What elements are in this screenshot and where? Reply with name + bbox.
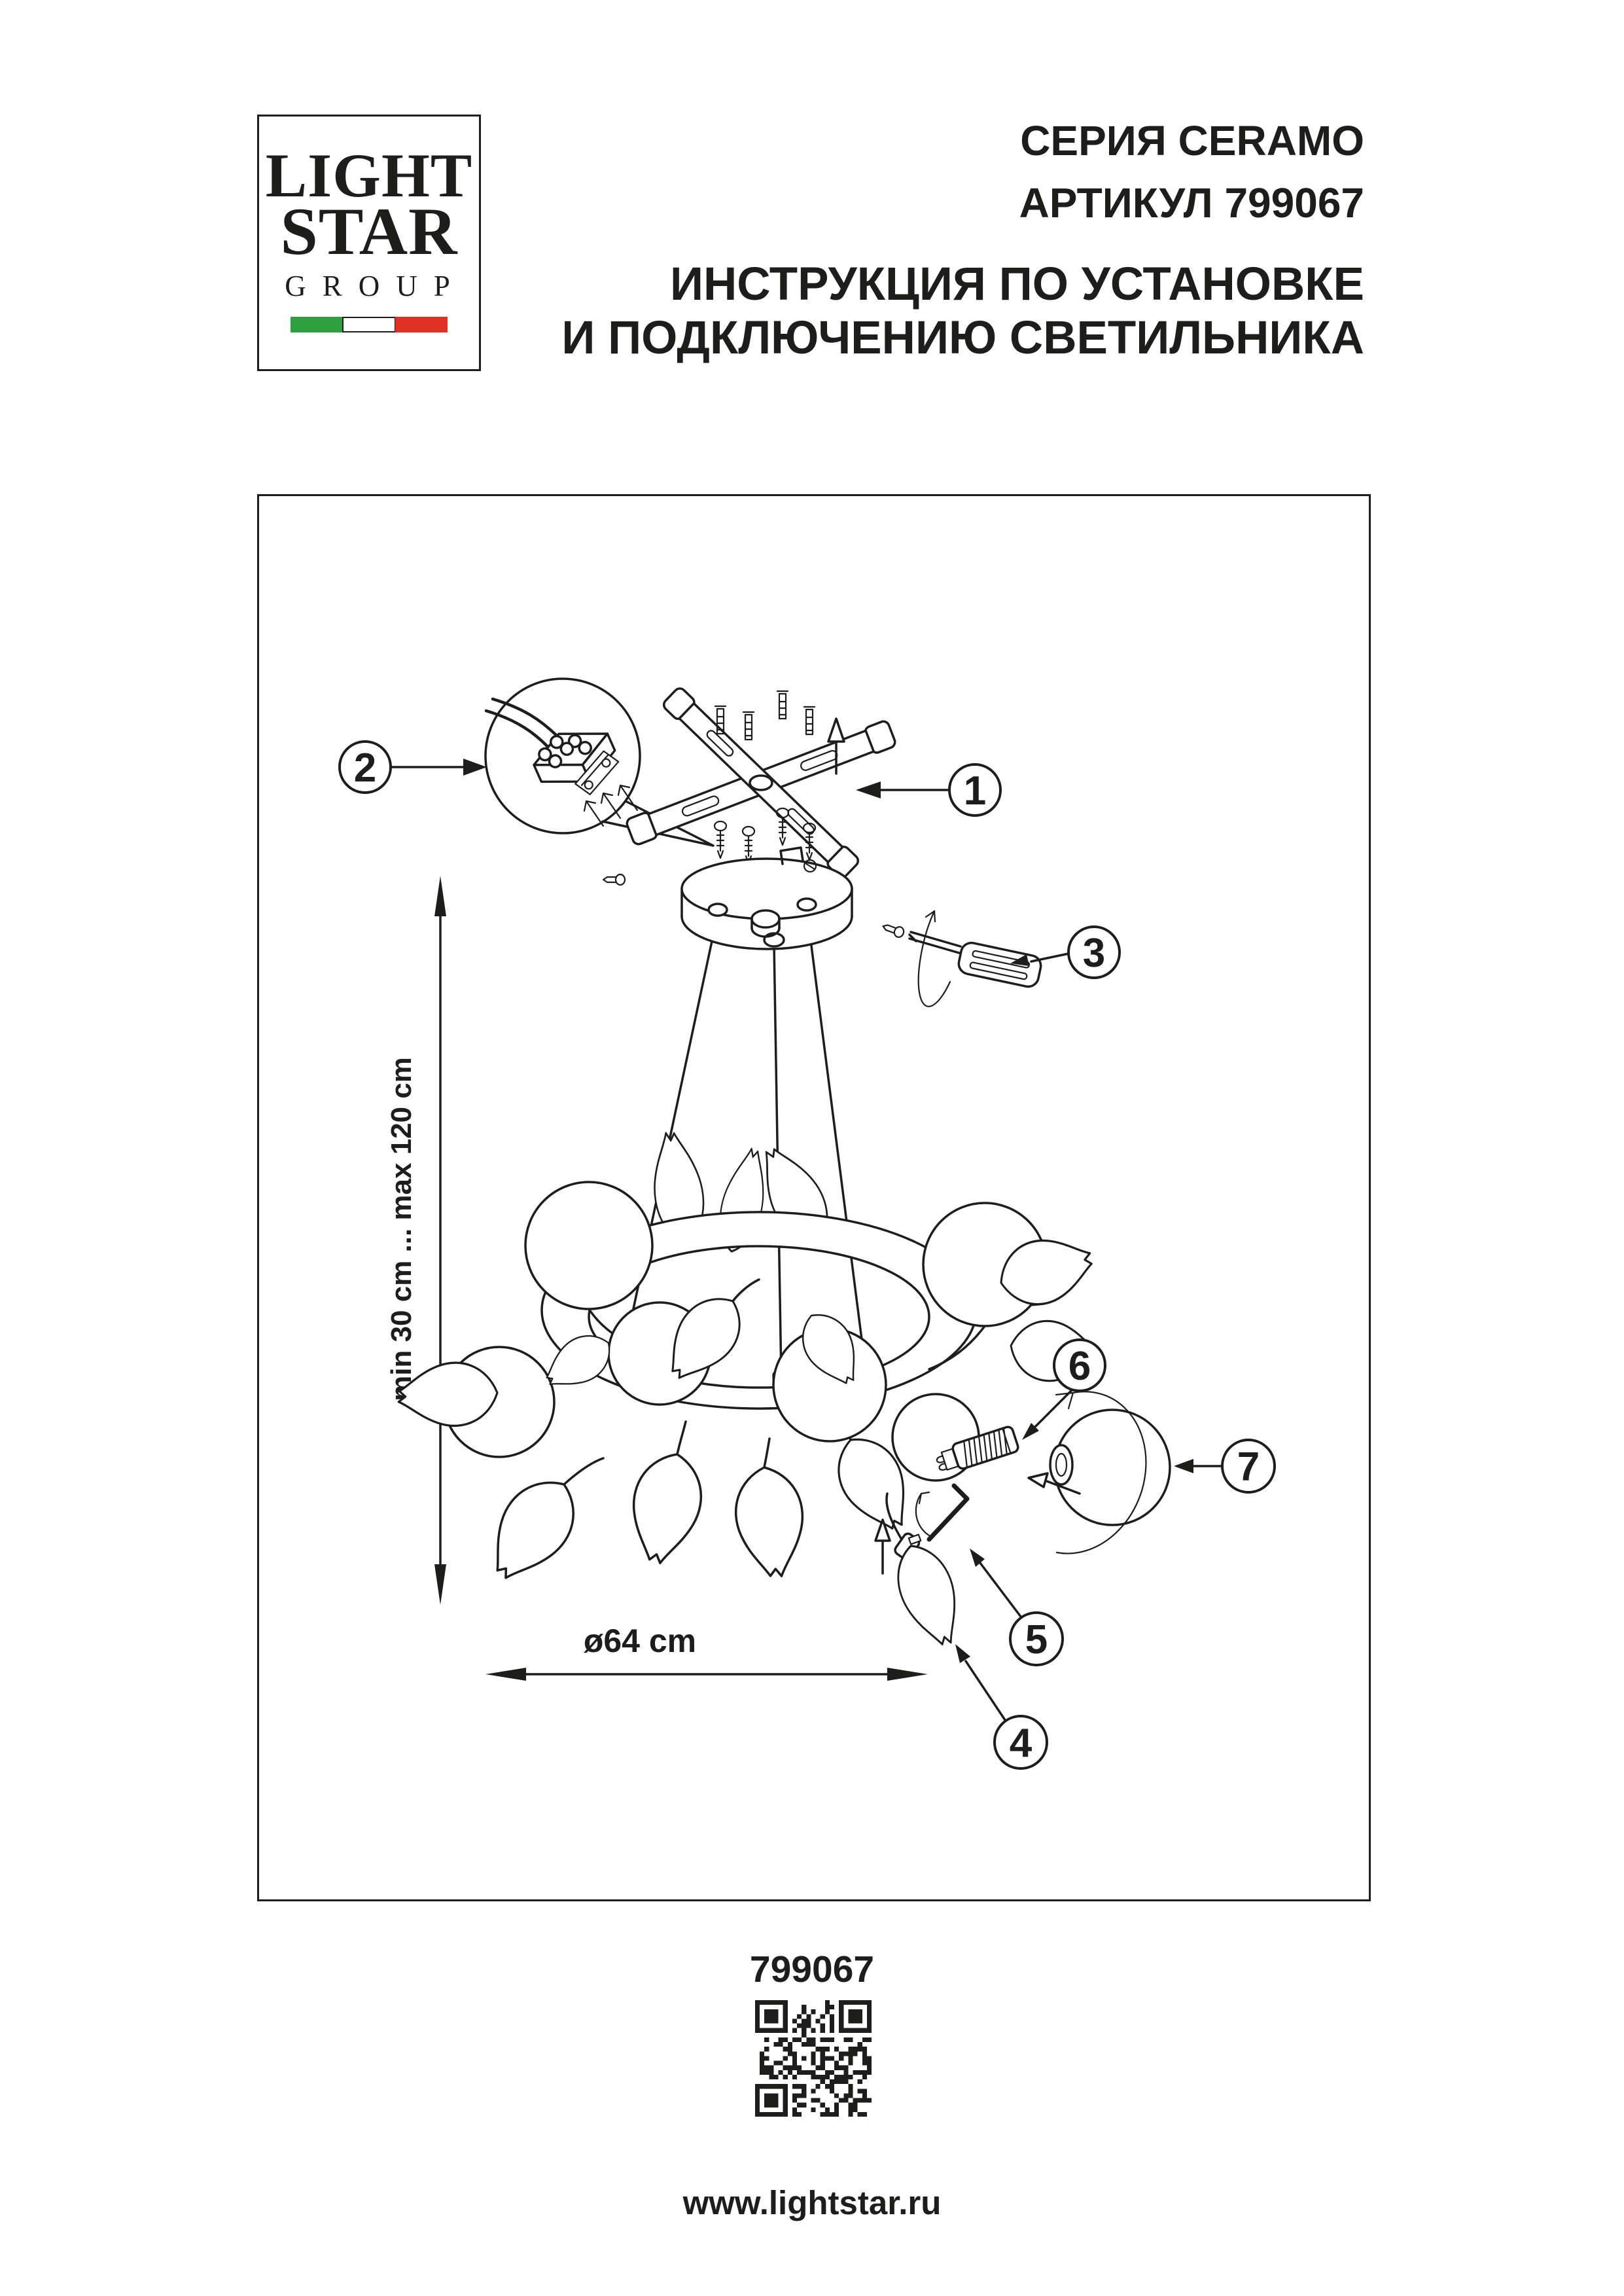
callout-1 — [856, 764, 1000, 816]
lightstar-logo — [257, 115, 481, 371]
logo-word-light: LIGHT — [265, 141, 473, 210]
logo-word-group: GROUP — [285, 270, 467, 302]
assembly-diagram — [257, 494, 1371, 1901]
svg-text:3: 3 — [1082, 931, 1106, 976]
svg-text:min 30 cm ... max 120 cm: min 30 cm ... max 120 cm — [385, 1057, 417, 1401]
svg-text:2: 2 — [353, 745, 377, 791]
svg-text:5: 5 — [1025, 1617, 1048, 1662]
svg-text:ø64 cm: ø64 cm — [583, 1623, 697, 1659]
footer-article-number: 799067 — [749, 1948, 875, 1990]
series-title: СЕРИЯ CERAMO — [1020, 117, 1364, 164]
replacement-sphere — [1029, 1391, 1170, 1553]
header — [497, 110, 1364, 365]
height-dimension — [385, 876, 446, 1605]
svg-text:7: 7 — [1237, 1444, 1260, 1490]
instruction-title-line1: ИНСТРУКЦИЯ ПО УСТАНОВКЕ — [669, 259, 1364, 310]
instruction-title-line2: И ПОДКЛЮЧЕНИЮ СВЕТИЛЬНИКА — [561, 312, 1364, 364]
italian-flag-icon — [291, 317, 448, 332]
ceiling-canopy — [603, 848, 905, 949]
callout-2 — [340, 742, 487, 793]
diameter-dimension — [485, 1623, 928, 1681]
mounting-bracket — [626, 686, 897, 880]
svg-text:6: 6 — [1068, 1344, 1091, 1389]
article-number: АРТИКУЛ 799067 — [1019, 179, 1364, 226]
website-url: www.lightstar.ru — [682, 2184, 942, 2221]
wall-plugs — [715, 691, 815, 740]
callout-7 — [1174, 1440, 1275, 1492]
svg-text:4: 4 — [1009, 1721, 1033, 1766]
callout-5 — [970, 1549, 1063, 1665]
logo-word-star: STAR — [280, 194, 458, 269]
chandelier — [397, 1129, 1102, 1593]
svg-text:1: 1 — [963, 768, 987, 814]
qr-code — [755, 2000, 872, 2117]
